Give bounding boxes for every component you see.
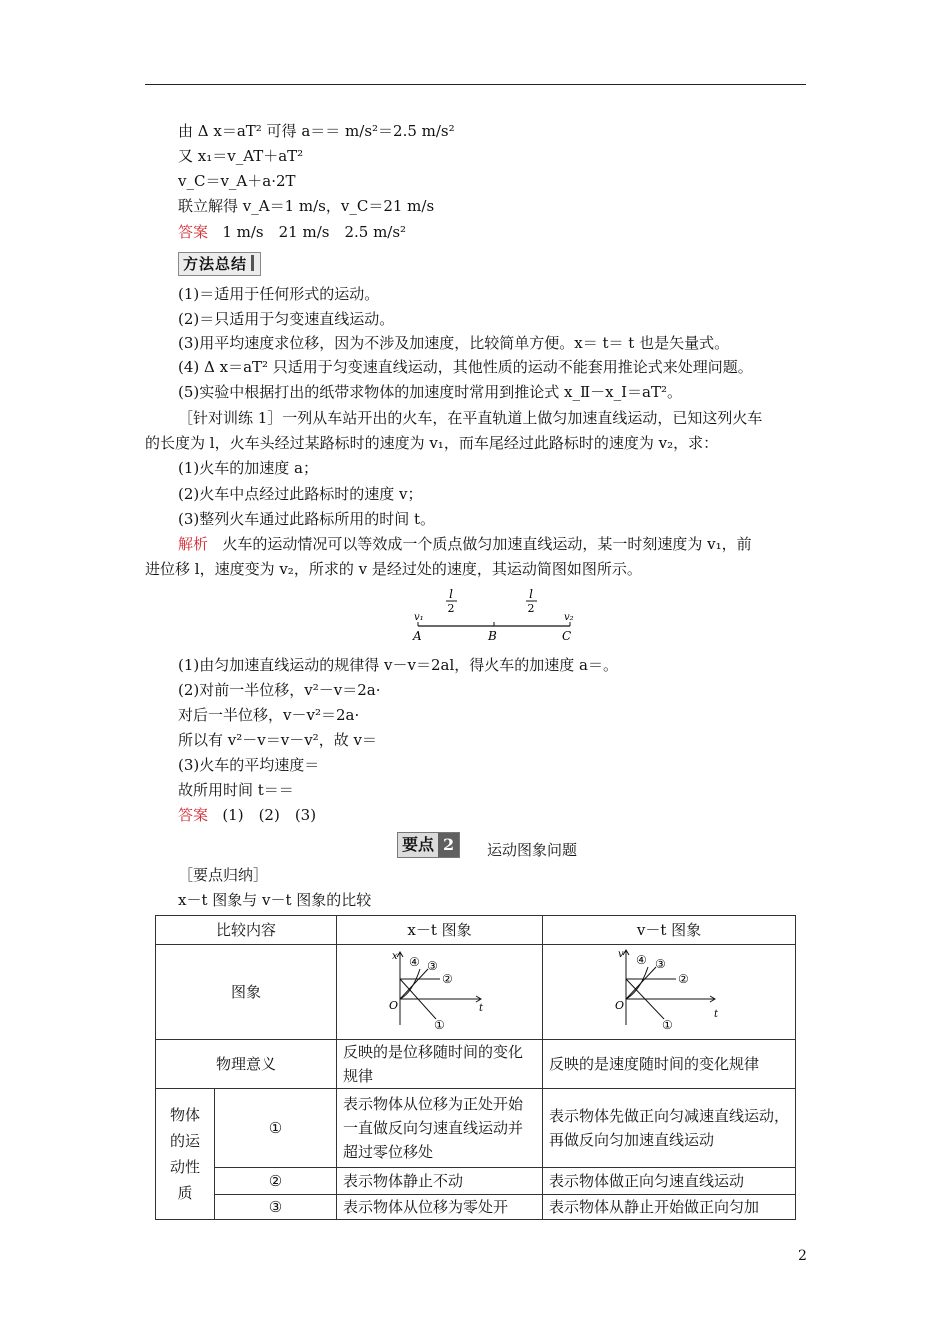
xt-curve-4 [400, 969, 420, 999]
table-row-meaning [156, 1040, 796, 1089]
key-point-label: 要点 [398, 833, 438, 857]
table-row-graph [156, 945, 796, 1040]
xt-mark-2: ② [441, 971, 453, 986]
method-title: 方法总结 [183, 255, 248, 273]
diagram-v2: v₂ [564, 612, 574, 623]
row-1-xt: 表示物体从位移为正处开始一直做反向匀速直线运动并超过零位移处 [337, 1089, 543, 1168]
diagram-den-1: 2 [447, 602, 455, 615]
solution-text-a: 火车的运动情况可以等效成一个质点做匀加速直线运动，某一时刻速度为 v₁，前 [222, 535, 752, 553]
xt-x-label: x [391, 950, 398, 962]
key-point-badge [397, 832, 460, 858]
solution-line-b: 进位移 l，速度变为 v₂，所求的 v 是经过处的速度，其运动简图如图所示。 [145, 560, 642, 578]
vt-v-label: v [618, 948, 624, 960]
row-3-vt: 表示物体从静止开始做正向匀加 [543, 1195, 796, 1220]
header-xt: x－t 图象 [337, 916, 543, 945]
solution-step-2: (2)对前一半位移，v²－v＝2a· [178, 681, 381, 699]
method-3: (3)用平均速度求位移，因为不涉及加速度，比较简单方便。x＝ t＝ t 也是矢量式。 [178, 334, 730, 352]
comparison-table [155, 915, 796, 1220]
diagram-b: B [488, 629, 497, 643]
row-label-graph: 图象 [156, 945, 337, 1040]
xt-graph-cell [337, 945, 543, 1040]
row-3-xt: 表示物体从位移为零处开 [337, 1195, 543, 1220]
table-header-row [156, 916, 796, 945]
xt-graph [380, 947, 500, 1031]
meaning-vt: 反映的是速度随时间的变化规律 [543, 1040, 796, 1089]
method-2: (2)＝只适用于匀变速直线运动。 [178, 310, 395, 328]
answer-2-label: 答案 [178, 806, 209, 824]
row-1-vt: 表示物体先做正向匀减速直线运动，再做反向匀加速直线运动 [543, 1089, 796, 1168]
vt-t-label: t [714, 1008, 719, 1020]
training-1-line-a: ［针对训练 1］一列从车站开出的火车，在平直轨道上做匀加速直线运动，已知这列火车 [178, 409, 763, 427]
solution-step-1: (1)由匀加速直线运动的规律得 v－v＝2al，得火车的加速度 a＝。 [178, 656, 618, 674]
xt-t-label: t [478, 1002, 483, 1014]
table-row-3 [156, 1195, 796, 1220]
vt-origin: O [615, 998, 625, 1012]
row-2-marker: ② [215, 1168, 337, 1195]
row-3-marker: ③ [215, 1195, 337, 1220]
summary-heading: ［要点归纳］ [178, 866, 269, 884]
row-1-marker: ① [215, 1089, 337, 1168]
meaning-xt: 反映的是位移随时间的变化规律 [337, 1040, 543, 1089]
answer-label: 答案 [178, 223, 209, 241]
vt-mark-1: ① [662, 1017, 673, 1031]
header-compare: 比较内容 [156, 916, 337, 945]
motion-diagram [400, 586, 590, 644]
line-1: 由 Δ x＝aT² 可得 a＝＝ m/s²＝2.5 m/s² [178, 122, 455, 140]
line-4: 联立解得 v_A＝1 m/s，v_C＝21 m/s [178, 197, 435, 215]
diagram-half-1: l [449, 587, 453, 601]
heading-bar [251, 255, 254, 271]
header-vt: v－t 图象 [543, 916, 796, 945]
row-2-vt: 表示物体做正向匀速直线运动 [543, 1168, 796, 1195]
answer-2-text: (1) (2) (3) [222, 806, 317, 824]
vt-graph-cell [543, 945, 796, 1040]
page-number: 2 [798, 1248, 807, 1264]
line-3: v_C＝v_A＋a·2T [178, 172, 296, 190]
solution-line-a [178, 534, 752, 554]
answer-text: 1 m/s 21 m/s 2.5 m/s² [222, 223, 407, 241]
xt-mark-3: ③ [426, 958, 438, 973]
answer-2 [178, 805, 316, 825]
header-rule [145, 84, 806, 85]
method-5: (5)实验中根据打出的纸带求物体的加速度时常用到推论式 x_Ⅱ－x_Ⅰ＝aT²。 [178, 383, 683, 401]
vt-mark-4: ④ [636, 952, 647, 967]
key-point-number: 2 [438, 833, 459, 857]
method-summary-heading [178, 252, 261, 276]
row-label-meaning: 物理意义 [156, 1040, 337, 1089]
method-1: (1)＝适用于任何形式的运动。 [178, 285, 380, 303]
diagram-c: C [562, 629, 572, 643]
comparison-title: x－t 图象与 v－t 图象的比较 [178, 891, 372, 909]
diagram-v1: v₁ [414, 612, 424, 623]
solution-step-6: 故所用时间 t＝＝ [178, 781, 294, 799]
answer-1 [178, 222, 406, 242]
solution-step-5: (3)火车的平均速度＝ [178, 756, 320, 774]
diagram-den-2: 2 [527, 602, 535, 615]
line-2: 又 x₁＝v_AT＋aT² [178, 147, 304, 165]
group-label: 物体的运动性质 [156, 1089, 215, 1220]
solution-step-4: 所以有 v²－v＝v－v²，故 v＝ [178, 731, 377, 749]
table-row-1 [156, 1089, 796, 1168]
question-3: (3)整列火车通过此路标所用的时间 t。 [178, 510, 436, 528]
diagram-a: A [413, 629, 422, 643]
table-row-2 [156, 1168, 796, 1195]
solution-step-3: 对后一半位移，v－v²＝2a· [178, 706, 360, 724]
vt-graph [604, 947, 734, 1031]
diagram-half-2: l [529, 587, 533, 601]
key-point-title: 运动图象问题 [487, 841, 578, 859]
xt-origin: O [388, 998, 398, 1012]
method-4: (4) Δ x＝aT² 只适用于匀变速直线运动，其他性质的运动不能套用推论式来处理问题。 [178, 358, 753, 376]
xt-mark-1: ① [433, 1017, 445, 1031]
vt-mark-3: ③ [655, 956, 666, 971]
row-2-xt: 表示物体静止不动 [337, 1168, 543, 1195]
question-1: (1)火车的加速度 a； [178, 459, 318, 477]
vt-mark-2: ② [678, 971, 689, 986]
question-2: (2)火车中点经过此路标时的速度 v； [178, 485, 423, 503]
training-1-line-b: 的长度为 l，火车头经过某路标时的速度为 v₁，而车尾经过此路标时的速度为 v₂，求： [145, 434, 719, 452]
xt-mark-4: ④ [408, 954, 420, 969]
solution-label: 解析 [178, 535, 209, 553]
